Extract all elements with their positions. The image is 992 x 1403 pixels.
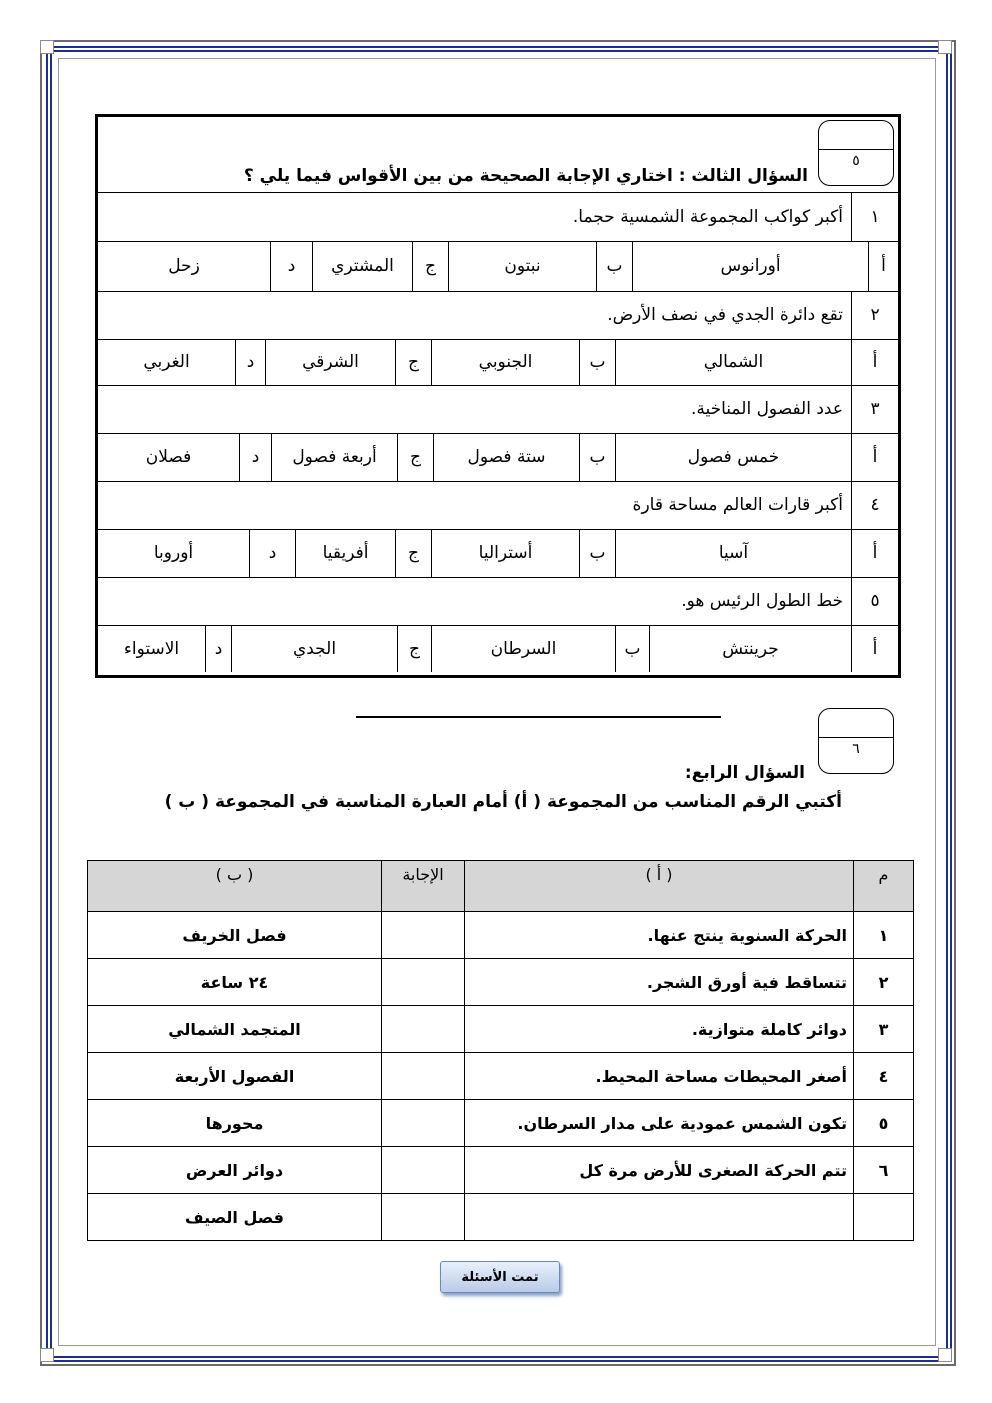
option-text[interactable]: نبتون (448, 241, 596, 291)
question-text: أكبر قارات العالم مساحة قارة (632, 495, 843, 515)
option-text[interactable]: أربعة فصول (271, 433, 397, 481)
group-a-statement: تكون الشمس عمودية على مدار السرطان. (465, 1100, 854, 1147)
group-b-term: فصل الصيف (88, 1194, 382, 1241)
option-letter: أ (851, 433, 898, 481)
group-b-term: ٢٤ ساعة (88, 959, 382, 1006)
border-corner (938, 40, 952, 54)
group-b-term: المتجمد الشمالي (88, 1006, 382, 1053)
option-text[interactable]: ستة فصول (433, 433, 579, 481)
question-3-header (98, 117, 898, 193)
question-number: ١ (851, 193, 898, 241)
option-letter: ج (412, 241, 448, 291)
option-text[interactable]: الجدي (231, 625, 397, 672)
option-letter: ب (596, 241, 632, 291)
option-text[interactable]: فصلان (145, 447, 192, 467)
group-b-term: فصل الخريف (88, 912, 382, 959)
answer-cell[interactable] (382, 1100, 465, 1147)
question-3-score: ٥ (852, 153, 860, 169)
matching-table (87, 860, 914, 1241)
question-row (98, 291, 898, 340)
question-number: ٤ (851, 481, 898, 529)
option-letter: ب (579, 339, 615, 385)
group-a-statement (465, 1194, 854, 1241)
row-number (854, 1194, 914, 1241)
question-row (98, 385, 898, 434)
table-row (88, 1053, 914, 1100)
option-text[interactable]: أفريقيا (295, 529, 395, 577)
answer-cell[interactable] (382, 912, 465, 959)
border-corner (938, 1348, 952, 1362)
option-text[interactable]: السرطان (431, 625, 615, 672)
options-row (98, 241, 898, 292)
group-a-statement: أصغر المحيطات مساحة المحيط. (465, 1053, 854, 1100)
header-num: م (854, 861, 914, 912)
table-row (88, 1006, 914, 1053)
options-row (98, 529, 898, 578)
row-number: ٢ (854, 959, 914, 1006)
question-3-table (95, 114, 901, 678)
header-group-b: ( ب ) (88, 861, 382, 912)
border-corner (40, 40, 54, 54)
group-a-statement: تتم الحركة الصغرى للأرض مرة كل (465, 1147, 854, 1194)
option-letter: د (249, 529, 295, 577)
question-4-instruction: أكتبي الرقم المناسب من المجموعة ( أ) أمام العبارة المناسبة في المجموعة ( ب ) (164, 792, 842, 812)
question-3-score-box (818, 120, 894, 186)
answer-cell[interactable] (382, 1147, 465, 1194)
answer-cell[interactable] (382, 959, 465, 1006)
border-corner (40, 1348, 54, 1362)
option-letter: ب (579, 529, 615, 577)
table-row (88, 1147, 914, 1194)
matching-table-header (88, 861, 914, 912)
question-4-score-box (818, 708, 894, 774)
answer-cell[interactable] (382, 1053, 465, 1100)
option-letter: د (239, 433, 271, 481)
question-row (98, 481, 898, 530)
option-text[interactable]: الشرقي (265, 339, 395, 385)
option-text[interactable]: الشمالي (615, 339, 851, 385)
question-number: ٣ (851, 385, 898, 433)
question-4-score: ٦ (852, 741, 860, 757)
question-number: ٥ (851, 577, 898, 625)
question-row (98, 577, 898, 626)
question-text: تقع دائرة الجدي في نصف الأرض. (607, 305, 843, 325)
option-text[interactable]: المشتري (312, 241, 412, 291)
option-text[interactable]: أورانوس (632, 241, 868, 291)
option-letter: أ (868, 241, 898, 291)
option-letter: ج (397, 625, 431, 672)
table-row (88, 912, 914, 959)
option-letter: ج (397, 433, 433, 481)
group-b-term: الفصول الأربعة (88, 1053, 382, 1100)
group-b-term: دوائر العرض (88, 1147, 382, 1194)
answer-cell[interactable] (382, 1194, 465, 1241)
option-letter: د (235, 339, 265, 385)
question-row (98, 193, 898, 242)
answer-cell[interactable] (382, 1006, 465, 1053)
group-a-statement: دوائر كاملة متوازية. (465, 1006, 854, 1053)
option-letter: ج (395, 339, 431, 385)
option-letter: ب (579, 433, 615, 481)
option-text[interactable]: الاستواء (123, 638, 180, 659)
table-row (88, 1100, 914, 1147)
table-row (88, 959, 914, 1006)
option-text[interactable]: آسيا (615, 529, 851, 577)
header-answer: الإجابة (382, 861, 465, 912)
option-letter: أ (851, 529, 898, 577)
option-letter: ج (395, 529, 431, 577)
question-text: عدد الفصول المناخية. (690, 399, 843, 419)
row-number: ٥ (854, 1100, 914, 1147)
group-a-statement: الحركة السنوية ينتج عنها. (465, 912, 854, 959)
option-text[interactable]: أستراليا (431, 529, 579, 577)
option-text[interactable]: خمس فصول (615, 433, 851, 481)
options-row (98, 339, 898, 386)
options-row (98, 625, 898, 672)
option-text[interactable]: زحل (168, 256, 200, 276)
end-of-questions-label: تمت الأسئلة (440, 1261, 560, 1293)
question-4-title: السؤال الرابع: (684, 763, 805, 783)
option-letter: د (270, 241, 312, 291)
option-letter: أ (851, 625, 898, 672)
row-number: ١ (854, 912, 914, 959)
question-text: خط الطول الرئيس هو. (681, 591, 843, 611)
question-3-title: السؤال الثالث : اختاري الإجابة الصحيحة من بين الأقواس فيما يلي ؟ (243, 166, 808, 186)
group-b-term: محورها (88, 1100, 382, 1147)
question-text: أكبر كواكب المجموعة الشمسية حجما. (572, 207, 843, 227)
table-row (88, 1194, 914, 1241)
options-row (98, 433, 898, 482)
option-letter: ب (615, 625, 649, 672)
question-number: ٢ (851, 291, 898, 339)
group-a-statement: تتساقط فية أورق الشجر. (465, 959, 854, 1006)
row-number: ٦ (854, 1147, 914, 1194)
option-text[interactable]: جرينتش (649, 625, 851, 672)
option-letter: أ (851, 339, 898, 385)
option-text[interactable]: الجنوبي (431, 339, 579, 385)
header-group-a: ( أ ) (465, 861, 854, 912)
option-text[interactable]: الغربي (143, 352, 190, 372)
option-letter: د (205, 625, 231, 672)
option-text[interactable]: أوروبا (153, 543, 194, 563)
row-number: ٣ (854, 1006, 914, 1053)
row-number: ٤ (854, 1053, 914, 1100)
section-divider (356, 716, 721, 718)
